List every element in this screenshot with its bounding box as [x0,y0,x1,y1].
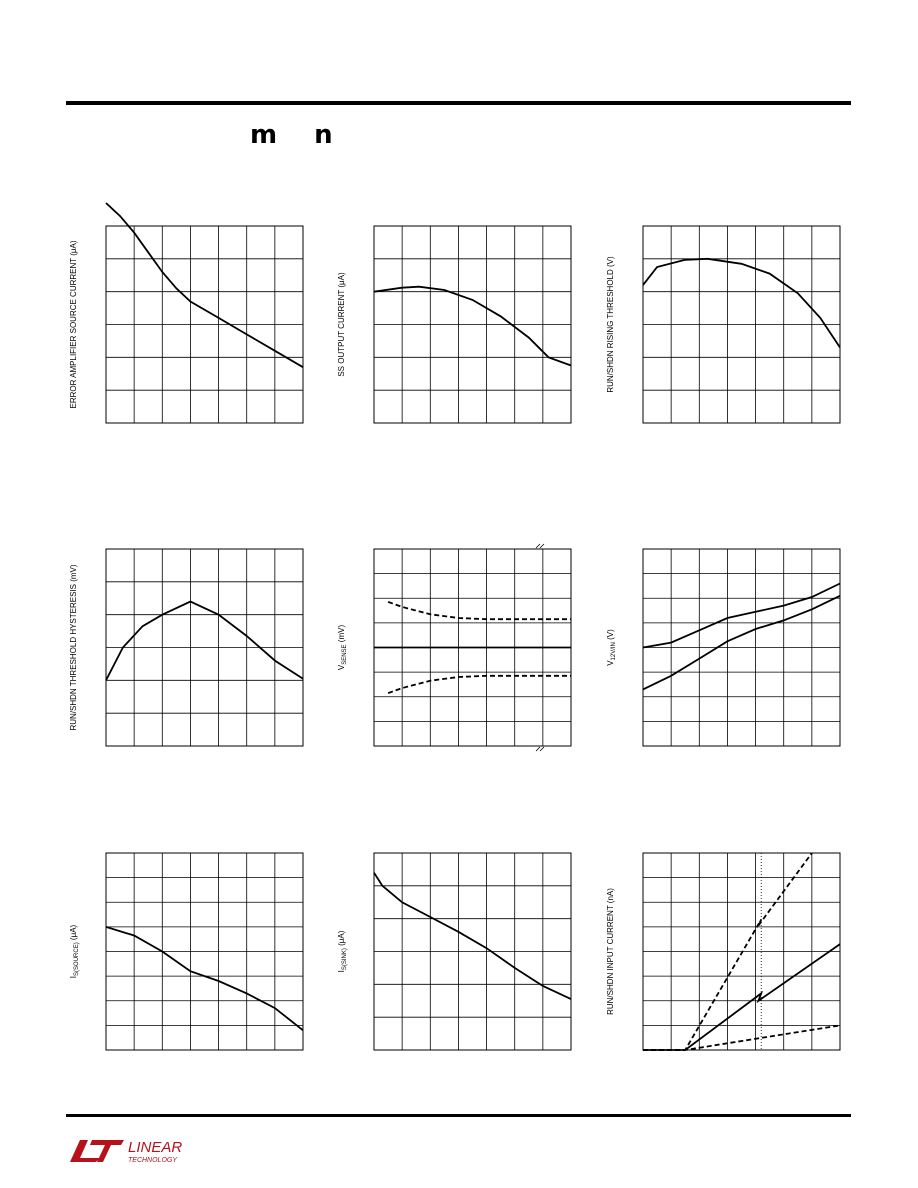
y-axis-label: SS OUTPUT CURRENT (μA) [337,272,346,377]
chart-3 [606,226,840,423]
chart-2 [337,226,571,423]
chart-9 [606,853,840,1050]
y-axis-label: $V_{12V/IN}$ (V) [606,629,617,666]
series-line-1 [106,602,303,681]
chart-7 [69,853,303,1050]
chart-8 [337,853,571,1050]
series-line-3 [388,676,571,693]
bottom-rule [66,1114,851,1117]
series-line-1 [643,584,840,648]
axis-break [536,544,544,548]
series-line-1 [388,602,571,619]
y-axis-label: RUN/SHDN RISING THRESHOLD (V) [606,256,615,393]
axis-break [536,747,544,751]
header-glyphs: m n [250,120,347,150]
series-line-1 [643,259,840,348]
y-axis-label: ERROR AMPLIFIER SOURCE CURRENT (μA) [69,240,78,409]
y-axis-label: RUN/SHDN INPUT CURRENT (nA) [606,888,615,1015]
chart-5 [337,544,571,751]
series-line-1 [106,927,303,1030]
chart-6 [606,549,840,746]
logo-line2: TECHNOLOGY [128,1157,178,1164]
series-line-2 [643,944,840,1050]
chart-4 [69,549,303,746]
y-axis-label: RUN/SHDN THRESHOLD HYSTERESIS (mV) [69,564,78,731]
series-line-3 [643,1025,840,1050]
chart-1 [69,203,303,423]
series-line-1 [106,203,303,367]
series-line-1 [374,287,571,366]
y-axis-label: $V_{SENSE}$ (mV) [337,624,348,671]
logo-line1: LINEAR [128,1139,183,1156]
series-line-1 [374,873,571,999]
linear-technology-logo [66,1132,196,1168]
y-axis-label: $I_{S(SINK)}$ (μA) [337,930,348,973]
y-axis-label: $I_{S(SOURCE)}$ (μA) [69,924,80,979]
